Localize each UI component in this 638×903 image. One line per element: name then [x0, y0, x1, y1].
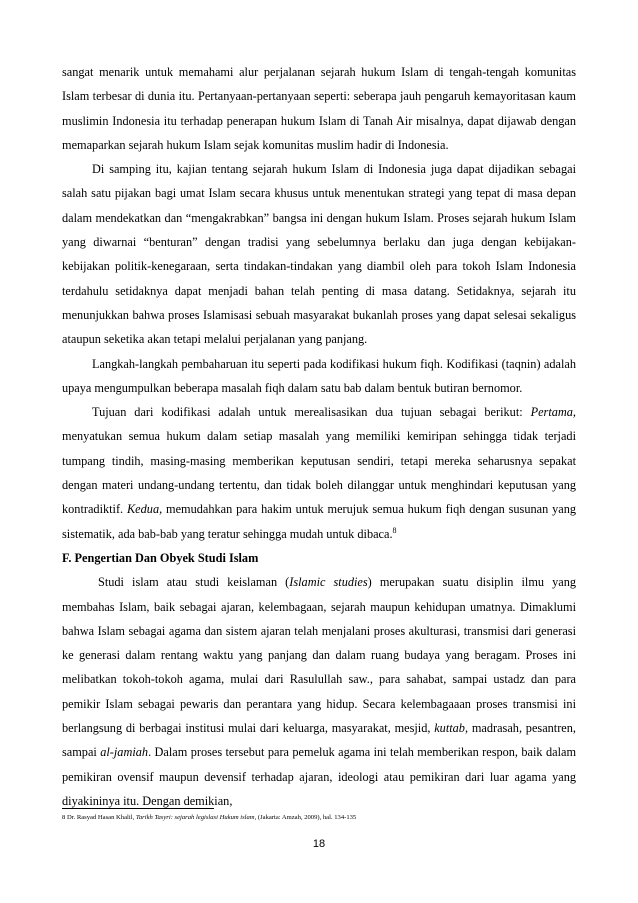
body-text [62, 60, 576, 813]
paragraph-2: Di samping itu, kajian tentang sejarah hukum Islam di Indonesia juga dapat dijadikan sebagai salah satu pijakan bagi umat Islam secara khusus untuk menentukan strategi yang tepat di masa depan dalam mendekatkan dan “mengakrabkan” bangsa ini dengan hukum Islam. Proses sejarah hukum Islam yang diwarnai “benturan” dengan tradisi yang sebelumnya berlaku dan juga dengan kebijakan-kebijakan politik-kenegaraan, serta tindakan-tindakan yang diambil oleh para tokoh Islam Indonesia terdahulu setidaknya dapat menjadi bahan telah penting di masa datang. Setidaknya, sejarah itu menunjukkan bahwa proses Islamisasi sebuah masyarakat bukanlah proses yang dapat selesai sekaligus ataupun seketika akan tetapi melalui perjalanan yang panjang. [62, 162, 576, 347]
paragraph-5-text-a: Studi islam atau studi keislaman ( [98, 575, 290, 590]
footnote [62, 813, 582, 823]
footnote-separator [62, 808, 214, 809]
footnote-text-b: , (Jakarta: Amzah, 2009), hal. 134-135 [254, 814, 357, 821]
kedua-term: Kedua, [126, 502, 163, 517]
paragraph-1: sangat menarik untuk memahami alur perjalanan sejarah hukum Islam di tengah-tengah komunitas Islam terbesar di dunia itu. Pertanyaan-pertanyaan seperti: seberapa jauh pengaruh kemayoritasan kaum muslimin Indonesia itu terhadap penerapan hukum Islam di Tanah Air misalnya, dapat dijawab dengan memaparkan sejarah hukum Islam sejak komunitas muslim hadir di Indonesia. [62, 65, 576, 152]
paragraph-4 [62, 400, 576, 546]
page-number: 18 [312, 838, 326, 850]
pertama-term: Pertama, [530, 405, 576, 420]
islamic-studies-term: Islamic studies [289, 575, 368, 590]
paragraph-5-text-b: ) merupakan suatu disiplin ilmu yang membahas Islam, baik sebagai ajaran, kelembagaan, sejarah maupun kehidupan umatnya. Dimaklumi bahwa Islam sebagai agama dan sistem ajaran telah menjalani proses akulturasi, transmisi dari generasi ke generasi dalam rentang waktu yang panjang dan dalam ruang budaya yang beragam. Proses ini melibatkan tokoh-tokoh agama, mulai dari Rasulullah saw., para sahabat, sampai ustadz dan para pemikir Islam sebagai pewaris dan perantara yang hidup. Secara kelembagaaan proses transmisi ini berlangsung di berbagai institusi mulai dari keluarga, masyarakat, mesjid, [62, 575, 576, 736]
section-heading: F. Pengertian Dan Obyek Studi Islam [62, 550, 259, 565]
kuttab-term: kuttab [434, 721, 465, 736]
footnote-reference: 8 [392, 525, 397, 535]
paragraph-5-text-c: , madrasah, pesantren, sampai [62, 721, 576, 760]
paragraph-3: Langkah-langkah pembaharuan itu seperti pada kodifikasi hukum fiqh. Kodifikasi (taqnin) adalah upaya mengumpulkan beberapa masalah fiqh dalam satu bab dalam bentuk butiran bernomor. [62, 356, 576, 395]
paragraph-4-text-b: menyatukan semua hukum dalam setiap masalah yang memiliki kemiripan sehingga tidak terjadi tumpang tindih, masing-masing memberikan keputusan sendiri, tetapi mereka seharusnya sepakat dengan materi undang-undang tertentu, dan tidak boleh dilanggar untuk menghindari keputusan yang kontradiktif. [62, 429, 576, 517]
paragraph-5 [62, 570, 576, 813]
al-jamiah-term: al-jamiah [100, 745, 149, 760]
paragraph-4-text-c: memudahkan para hakim untuk merujuk semua hukum fiqh dengan susunan yang sistematik, ada bab-bab yang teratur sehingga mudah untuk dibaca. [62, 502, 576, 541]
footnote-book-title: Tarikh Tasyri: sejarah legislasi Hukum islam [135, 814, 255, 821]
paragraph-4-text-a: Tujuan dari kodifikasi adalah untuk merealisasikan dua tujuan sebagai berikut: [92, 405, 531, 420]
paragraph-5-text-d: . Dalam proses tersebut para pemeluk agama ini telah memberikan respon, baik dalam pemikiran ovensif maupun devensif terhadap ajaran, ideologi atau pemikiran dari luar agama yang diyakininya itu. Dengan demikian, [62, 745, 577, 808]
footnote-text-a: 8 Dr. Rasyad Hasan Khalil, [62, 814, 136, 821]
